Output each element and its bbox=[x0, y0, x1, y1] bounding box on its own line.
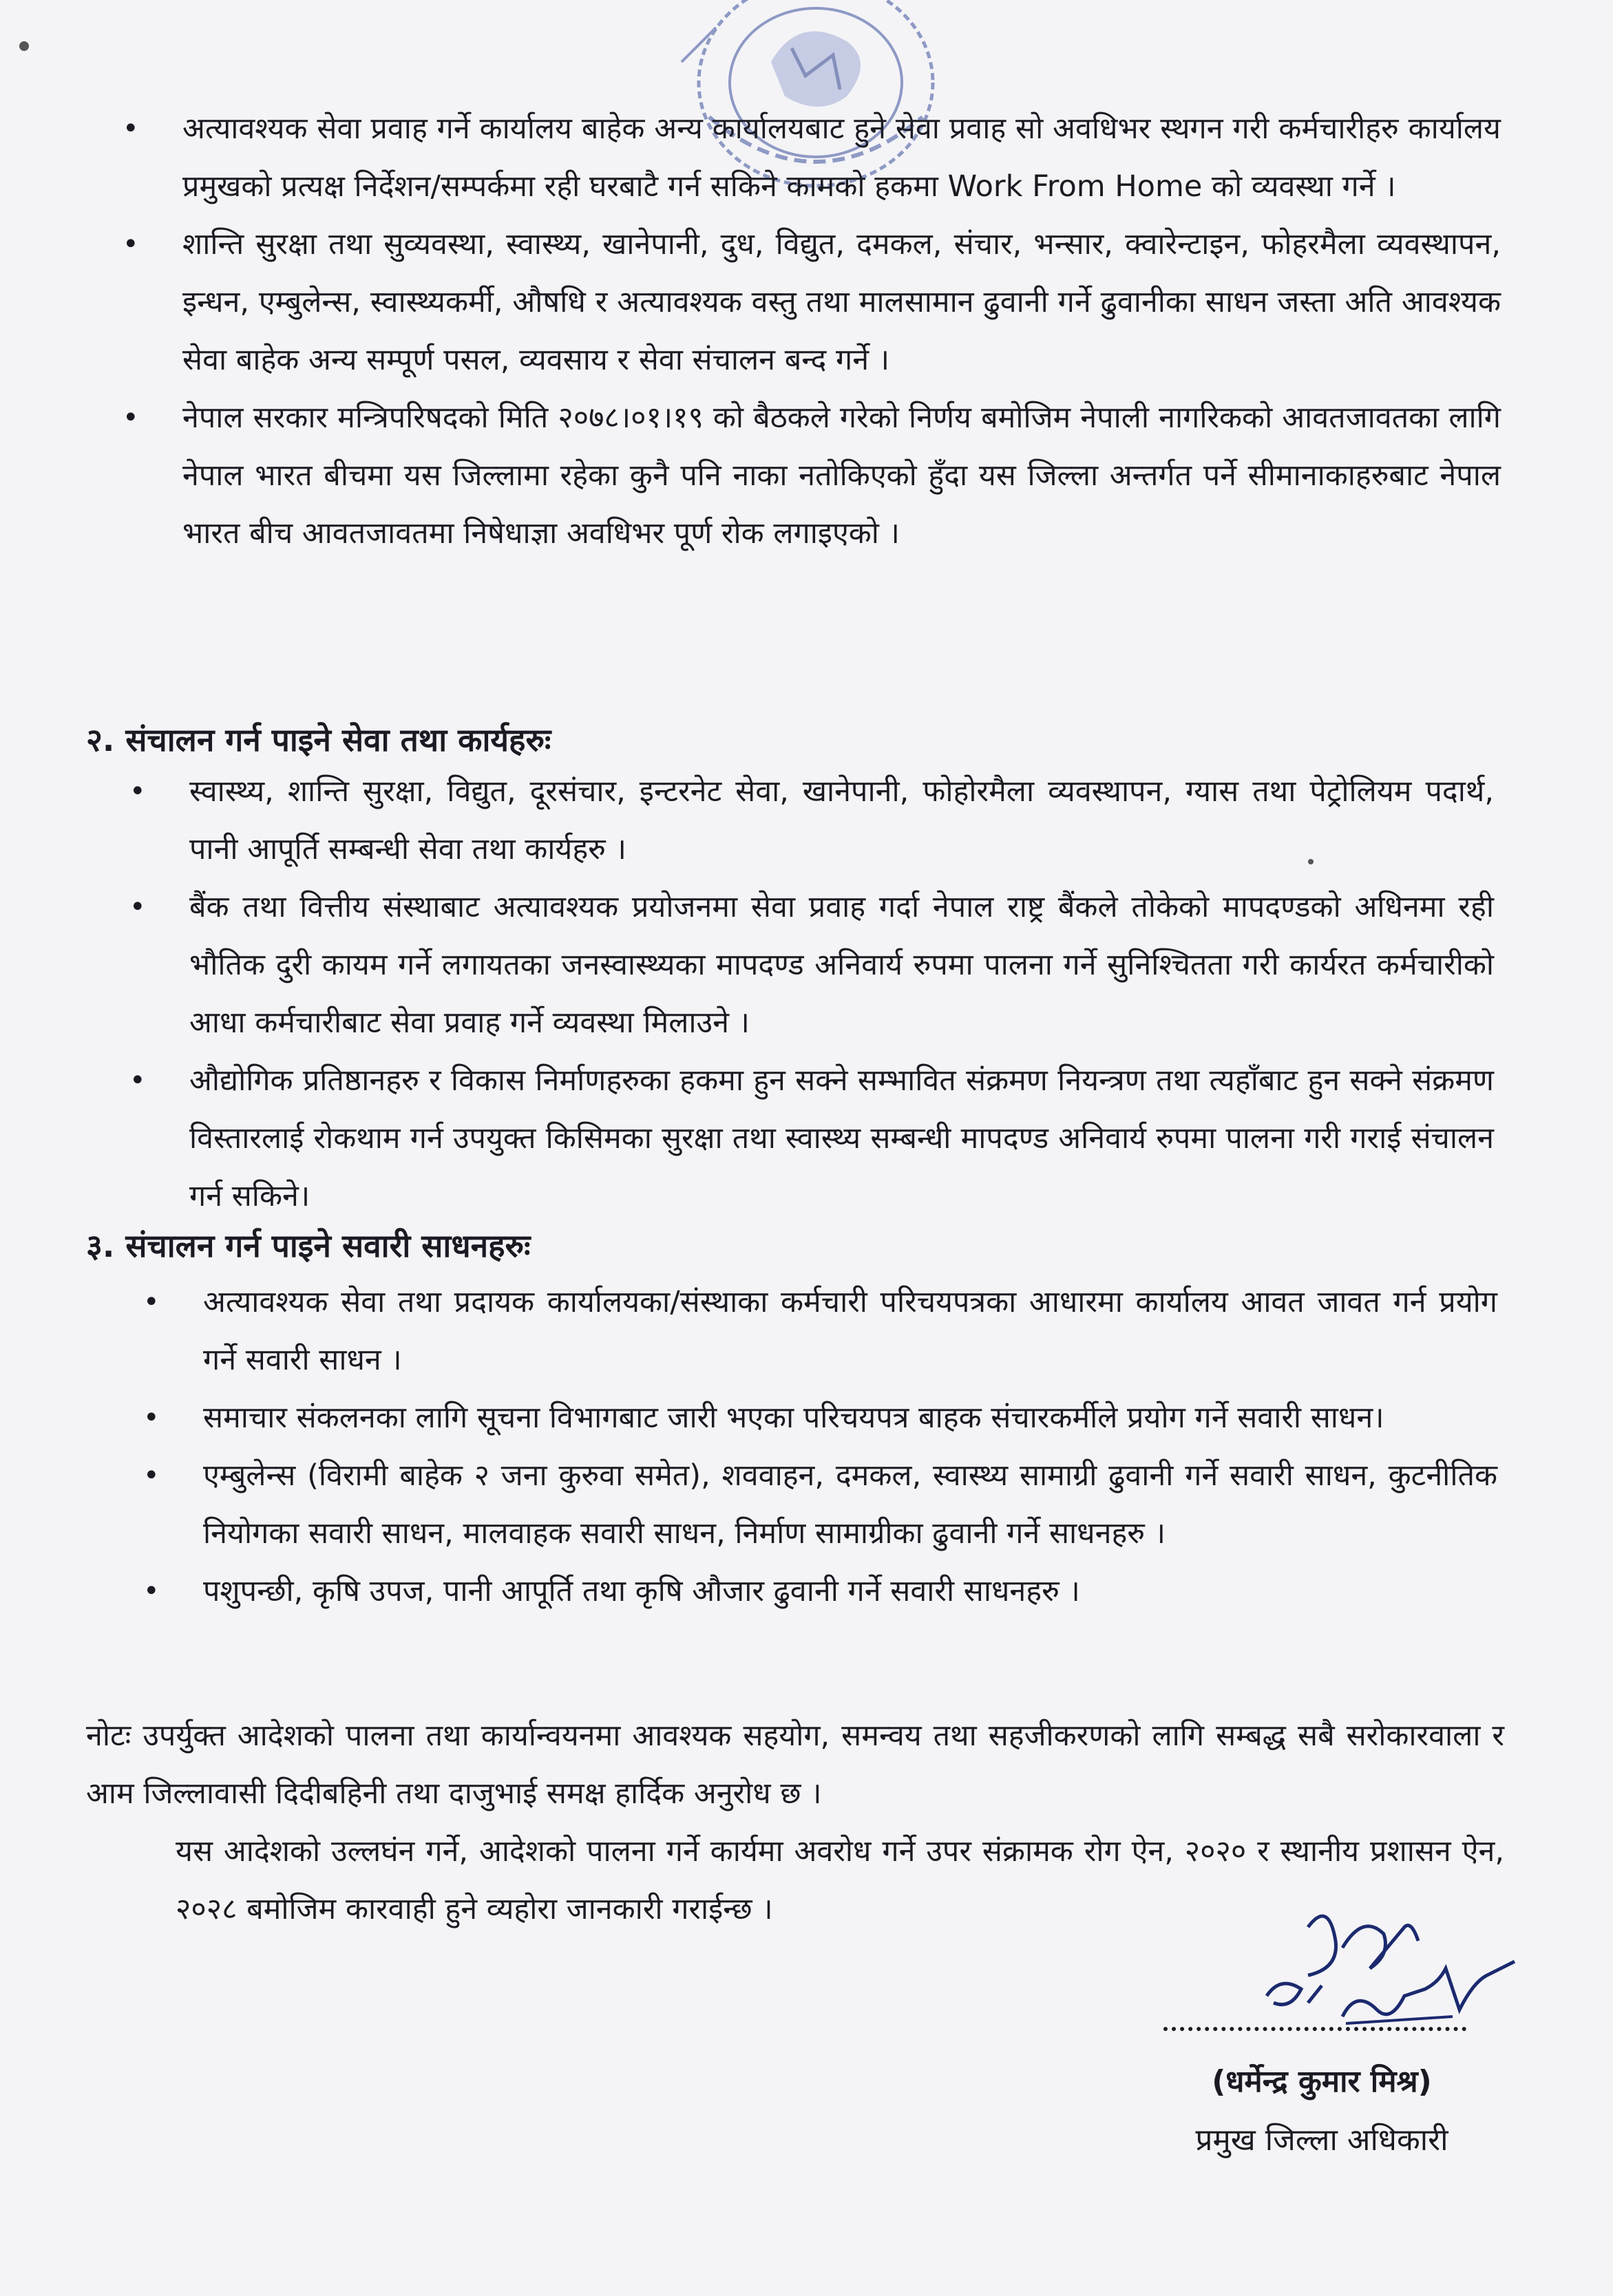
section2-list bbox=[124, 763, 1494, 1225]
signature-line bbox=[1163, 2020, 1466, 2031]
handwritten-signature-icon bbox=[1225, 1900, 1528, 2058]
section1-item: • नेपाल सरकार मन्त्रिपरिषदको मिति २०७८।०१।१९ को बैठकले गरेको निर्णय बमोजिम नेपाली नागरिकको आवतजावतका लागि नेपाल भारत बीचमा यस जिल्लामा रहेका कुनै पनि नाका नतोकिएको हुँदा यस जिल्ला अन्तर्गत पर्ने सीमानाकाहरुबाट नेपाल भारत बीच आवतजावतमा निषेधाज्ञा अवधिभर पूर्ण रोक लगाइएको । bbox=[117, 389, 1501, 562]
section3-item: • समाचार संकलनका लागि सूचना विभागबाट जारी भएका परिचयपत्र बाहक संचारकर्मीले प्रयोग गर्ने सवारी साधन। bbox=[138, 1389, 1497, 1447]
signatory-name: (धर्मेन्द्र कुमार मिश्र) bbox=[1212, 2064, 1432, 2099]
section2-item: • स्वास्थ्य, शान्ति सुरक्षा, विद्युत, दूरसंचार, इन्टरनेट सेवा, खानेपानी, फोहोरमैला व्यवस्थापन, ग्यास तथा पेट्रोलियम पदार्थ, पानी आपूर्ति सम्बन्धी सेवा तथा कार्यहरु । bbox=[124, 763, 1494, 878]
signatory-title: प्रमुख जिल्ला अधिकारी bbox=[1195, 2123, 1448, 2158]
note-line-2: यस आदेशको उल्लघंन गर्ने, आदेशको पालना गर्ने कार्यमा अवरोध गर्ने उपर संक्रामक रोग ऐन, २०२० र स्थानीय प्रशासन ऐन, २०२८ बमोजिम कारवाही हुने व्यहोरा जानकारी गराईन्छ । bbox=[176, 1834, 1504, 1926]
note-line-1: उपर्युक्त आदेशको पालना तथा कार्यान्वयनमा आवश्यक सहयोग, समन्वय तथा सहजीकरणको लागि सम्बद्ध सबै सरोकारवाला र आम जिल्लावासी दिदीबहिनी तथा दाजुभाई समक्ष हार्दिक अनुरोध छ । bbox=[86, 1719, 1505, 1811]
section3-item: • पशुपन्छी, कृषि उपज, पानी आपूर्ति तथा कृषि औजार ढुवानी गर्ने सवारी साधनहरु । bbox=[138, 1562, 1497, 1620]
section3-list bbox=[138, 1273, 1497, 1620]
section1-item: • शान्ति सुरक्षा तथा सुव्यवस्था, स्वास्थ्य, खानेपानी, दुध, विद्युत, दमकल, संचार, भन्सार, क्वारेन्टाइन, फोहरमैला व्यवस्थापन, इन्धन, एम्बुलेन्स, स्वास्थ्यकर्मी, औषधि र अत्यावश्यक वस्तु तथा मालसामान ढुवानी गर्ने ढुवानीका साधन जस्ता अति आवश्यक सेवा बाहेक अन्य सम्पूर्ण पसल, व्यवसाय र सेवा संचालन बन्द गर्ने । bbox=[117, 215, 1501, 389]
section3-item: • अत्यावश्यक सेवा तथा प्रदायक कार्यालयका/संस्थाका कर्मचारी परिचयपत्रका आधारमा कार्यालय आवत जावत गर्न प्रयोग गर्ने सवारी साधन । bbox=[138, 1273, 1497, 1389]
section1-item: • अत्यावश्यक सेवा प्रवाह गर्ने कार्यालय बाहेक अन्य कार्यालयबाट हुने सेवा प्रवाह सो अवधिभर स्थगन गरी कर्मचारीहरु कार्यालय प्रमुखको प्रत्यक्ष निर्देशन/सम्पर्कमा रही घरबाटै गर्न सकिने कामको हकमा Work From Home को व्यवस्था गर्ने । bbox=[117, 100, 1501, 215]
section2-item: • बैंक तथा वित्तीय संस्थाबाट अत्यावश्यक प्रयोजनमा सेवा प्रवाह गर्दा नेपाल राष्ट्र बैंकले तोकेको मापदण्डको अधिनमा रही भौतिक दुरी कायम गर्ने लगायतका जनस्वास्थ्यका मापदण्ड अनिवार्य रुपमा पालना गर्ने सुनिश्चितता गरी कार्यरत कर्मचारीको आधा कर्मचारीबाट सेवा प्रवाह गर्ने व्यवस्था मिलाउने । bbox=[124, 878, 1494, 1052]
section2-heading: २. संचालन गर्न पाइने सेवा तथा कार्यहरुः bbox=[86, 721, 551, 758]
section2-item: • औद्योगिक प्रतिष्ठानहरु र विकास निर्माणहरुका हकमा हुन सक्ने सम्भावित संक्रमण नियन्त्रण तथा त्यहाँबाट हुन सक्ने संक्रमण विस्तारलाई रोकथाम गर्न उपयुक्त किसिमका सुरक्षा तथा स्वास्थ्य सम्बन्धी मापदण्ड अनिवार्य रुपमा पालना गरी गराई संचालन गर्न सकिने। bbox=[124, 1052, 1494, 1225]
note-label: नोटः bbox=[86, 1719, 131, 1753]
section3-heading: ३. संचालन गर्न पाइने सवारी साधनहरुः bbox=[86, 1227, 531, 1264]
section1-list bbox=[117, 100, 1501, 562]
scan-speck bbox=[19, 41, 29, 51]
section3-item: • एम्बुलेन्स (विरामी बाहेक २ जना कुरुवा समेत), शववाहन, दमकल, स्वास्थ्य सामाग्री ढुवानी गर्ने सवारी साधन, कुटनीतिक नियोगका सवारी साधन, मालवाहक सवारी साधन, निर्माण सामाग्रीका ढुवानी गर्ने साधनहरु । bbox=[138, 1447, 1497, 1562]
scan-speck bbox=[1308, 859, 1314, 864]
